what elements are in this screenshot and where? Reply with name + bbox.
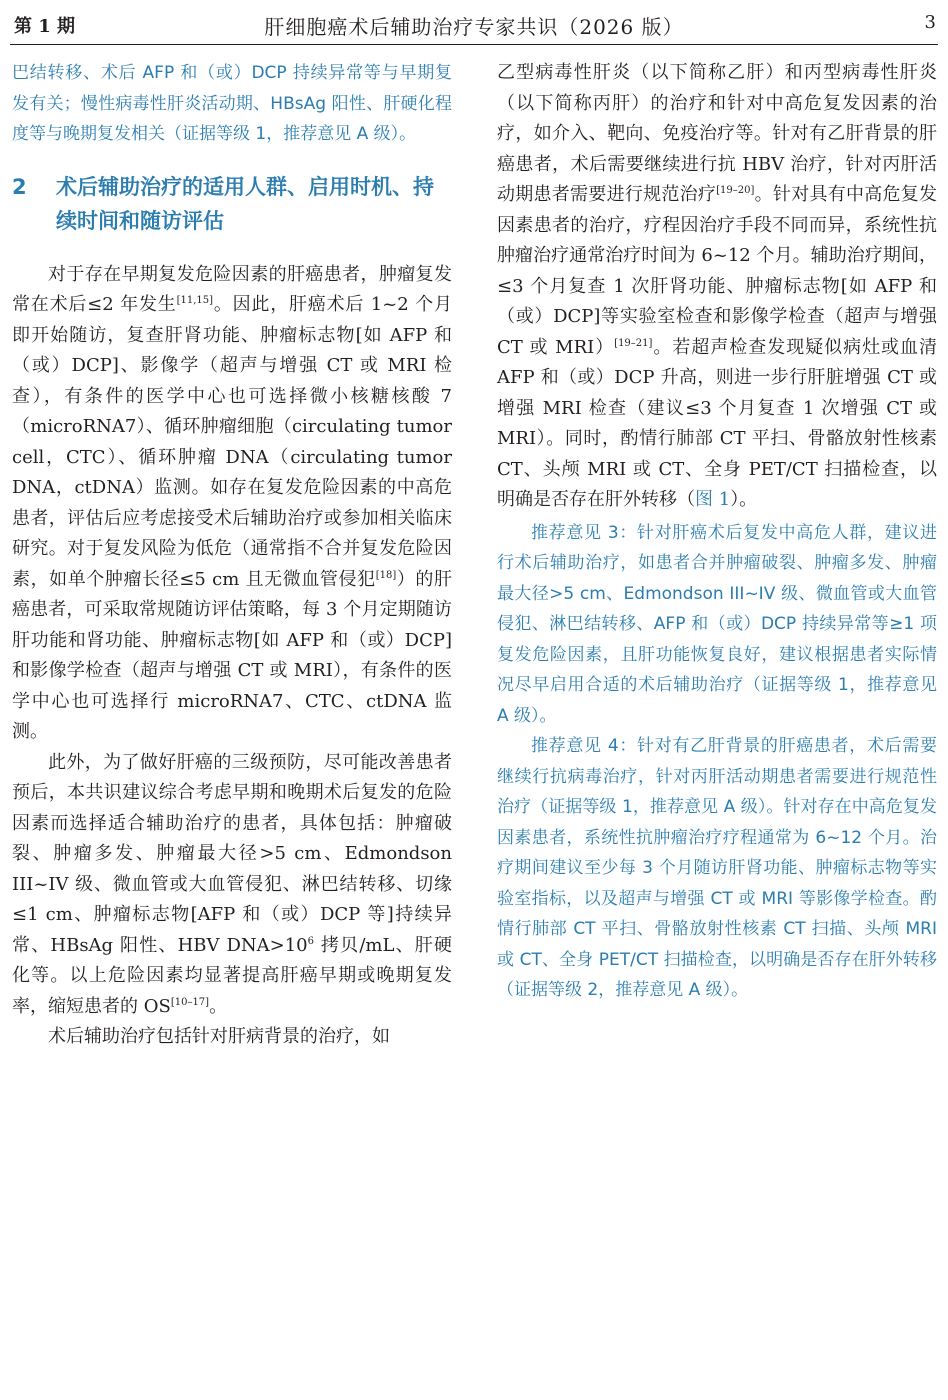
left-column [12,58,452,1053]
paragraph-risk-factors: 此外，为了做好肝癌的三级预防，尽可能改善患者预后，本共识建议综合考虑早期和晚期术后复发的危险因素而选择适合辅助治疗的患者，具体包括：肿瘤破裂、肿瘤多发、肿瘤最大径>5 cm、Edmondson III~IV 级、微血管或大血管侵犯、淋巴结转移、切缘≤1 cm、肿瘤标志物[AFP 和（或）DCP 等]持续异常、HBsAg 阳性、HBV DNA>10$^6$ 拷贝/mL、肝硬化等。以上危险因素均显著提高肝癌早期或晚期复发率，缩短患者的 OS[10–17]。 [12,751,453,1017]
issue-number: 第 1 期 [14,16,76,37]
section-number: 2 [12,174,27,199]
citation[interactable]: [11,15] [176,295,214,306]
right-column [497,58,937,1006]
section-title: 术后辅助治疗的适用人群、启用时机、持续时间和随访评估 [56,174,434,233]
citation[interactable]: [19–21] [614,337,653,349]
exponent: 6 [307,935,314,947]
paragraph-early-recurrence: 对于存在早期复发危险因素的肝癌患者，肿瘤复发常在术后≤2 年发生[11,15]。因此，肝癌术后 1~2 个月即开始随访，复查肝肾功能、肿瘤标志物[如 AFP 和（或）DCP]、影像学（超声与增强 CT 或 MRI 检查），有条件的医学中心也可选择微小核糖核酸 7（microRNA7）、循环肿瘤细胞（circulating tumor cell，CTC）、循环肿瘤 DNA（circulating tumor DNA，ctDNA）监测。如存在复发危险因素的中高危患者，评估后应考虑接受术后辅助治疗或参加相关临床研究。对于复发风险为低危（通常指不合并复发危险因素，如单个肿瘤长径≤5 cm 且无微血管侵犯[18]）的肝癌患者，可采取常规随访评估策略，每 3 个月定期随访肝功能和肾功能、肿瘤标志物[如 AFP 和（或）DCP]和影像学检查（超声与增强 CT 或 MRI），有条件的医学中心也可选择行 microRNA7、CTC、ctDNA 监测。 [12,263,452,742]
citation[interactable]: [18] [375,569,397,581]
paragraph-adjuvant-start: 术后辅助治疗包括针对肝病背景的治疗，如 [48,1026,390,1047]
recommendation-2-continued: 巴结转移、术后 AFP 和（或）DCP 持续异常等与早期复发有关；慢性病毒性肝炎活动期、HBsAg 阳性、肝硬化程度等与晚期复发相关（证据等级 1，推荐意见 A 级）。 [12,63,452,144]
section-heading [12,170,452,238]
page-number: 3 [924,12,936,33]
header-rule [10,44,938,45]
citation[interactable]: [10–17] [170,996,210,1008]
figure-link[interactable]: 图 1 [695,489,731,510]
recommendation-4: 推荐意见 4：针对有乙肝背景的肝癌患者，术后需要继续行抗病毒治疗，针对丙肝活动期患者需要进行规范性治疗（证据等级 1，推荐意见 A 级）。针对存在中高危复发因素患者，系统性抗肿瘤治疗疗程通常为 6~12 个月。治疗期间建议至少每 3 个月随访肝肾功能、肿瘤标志物等实验室指标，以及超声与增强 CT 或 MRI 等影像学检查。酌情行肺部 CT 平扫、骨骼放射性核素 CT 扫描、头颅 MRI 或 CT、全身 PET/CT 扫描检查，以明确是否存在肝外转移（证据等级 2，推荐意见 A 级）。 [497,736,937,1000]
running-header [0,0,948,46]
recommendation-3: 推荐意见 3：针对肝癌术后复发中高危人群，建议进行术后辅助治疗，如患者合并肿瘤破裂、肿瘤多发、肿瘤最大径>5 cm、Edmondson III~IV 级、微血管或大血管侵犯、淋巴结转移、AFP 和（或）DCP 持续异常等≥1 项复发危险因素，且肝功能恢复良好，建议根据患者实际情况尽早启用合适的术后辅助治疗（证据等级 1，推荐意见 A 级）。 [497,522,937,726]
citation[interactable]: [19–20] [716,185,755,196]
running-title: 肝细胞癌术后辅助治疗专家共识（2026 版） [264,15,684,39]
paragraph-adjuvant-continued: 乙型病毒性肝炎（以下简称乙肝）和丙型病毒性肝炎（以下简称丙肝）的治疗和针对中高危复发因素的治疗，如介入、靶向、免疫治疗等。针对有乙肝背景的肝癌患者，术后需要继续进行抗 HBV 治疗，针对丙肝活动期患者需要进行规范治疗[19–20]。针对具有中高危复发因素患者的治疗，疗程因治疗手段不同而异，系统性抗肿瘤治疗通常治疗时间为 6~12 个月。辅助治疗期间，≤3 个月复查 1 次肝肾功能、肿瘤标志物[如 AFP 和（或）DCP]等实验室检查和影像学检查（超声与增强 CT 或 MRI）[19–21]。若超声检查发现疑似病灶或血清 AFP 和（或）DCP 升高，则进一步行肝脏增强 CT 或增强 MRI 检查（建议≤3 个月复查 1 次增强 CT 或 MRI）。同时，酌情行肺部 CT 平扫、骨骼放射性核素 CT、头颅 MRI 或 CT、全身 PET/CT 扫描检查，以明确是否存在肝外转移（图 1）。 [497,62,938,510]
